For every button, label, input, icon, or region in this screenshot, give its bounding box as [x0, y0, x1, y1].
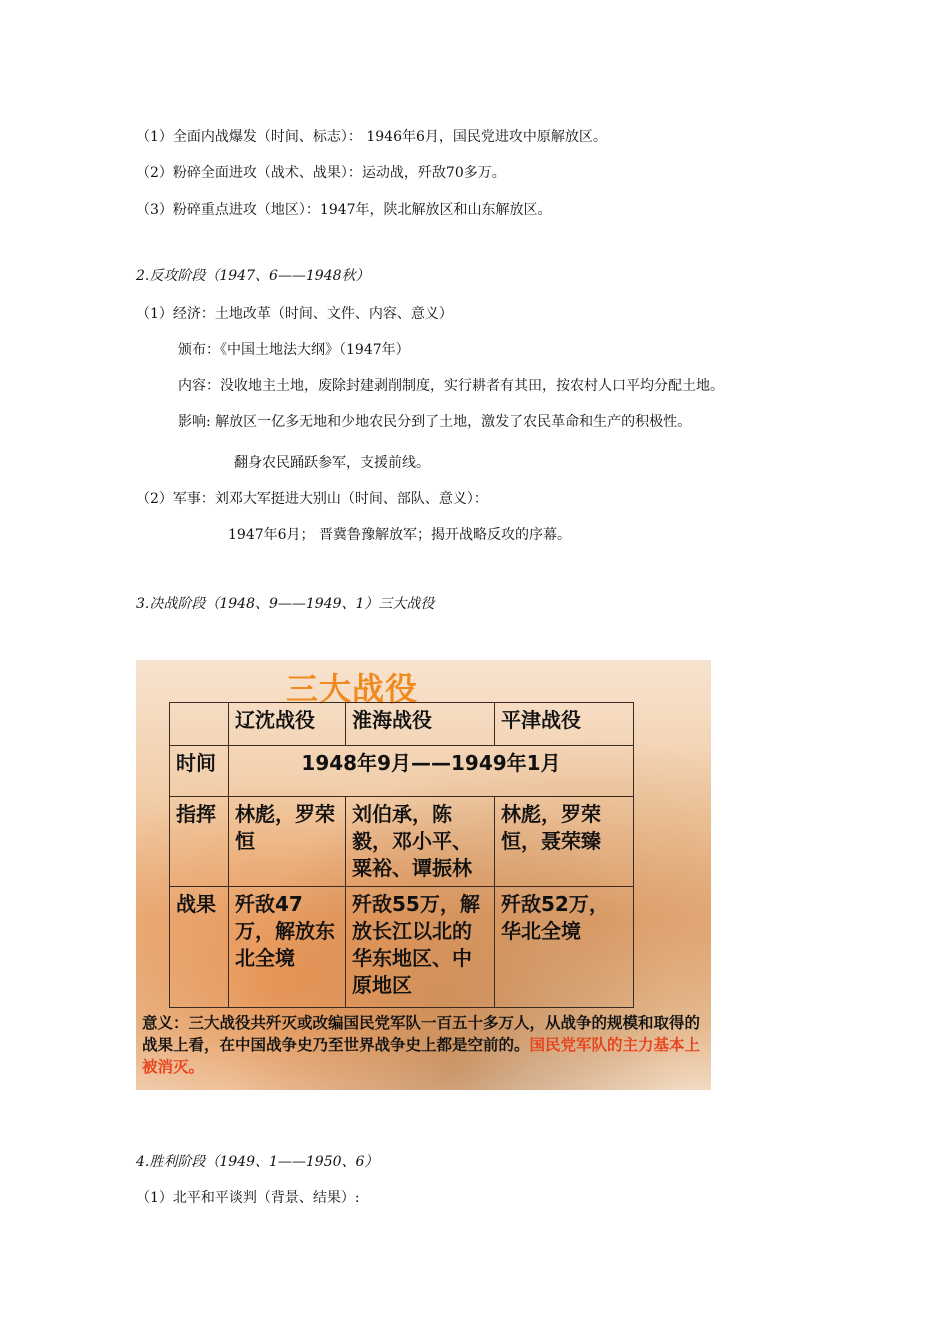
note-highlight: 国民党军队的主力基本上被消灭。: [142, 1036, 701, 1076]
text-line: 影响: 解放区一亿多无地和少地农民分到了土地，激发了农民革命和生产的积极性。: [178, 414, 692, 430]
table-cell: [170, 703, 229, 746]
section-heading: 3.决战阶段（1948、9——1949、1）三大战役: [136, 596, 435, 612]
table-cell: 歼敌47万，解放东北全境: [229, 887, 346, 1008]
text-line: （1）北平和平谈判（背景、结果）:: [136, 1190, 360, 1206]
row-label: 指挥: [170, 797, 229, 887]
row-label: 时间: [170, 746, 229, 797]
text-line: （1）经济：土地改革（时间、文件、内容、意义）: [136, 306, 453, 322]
text-line: 翻身农民踊跃参军，支援前线。: [234, 455, 430, 471]
table-cell: 歼敌55万，解放长江以北的华东地区、中原地区: [346, 887, 495, 1008]
table-row: [170, 703, 634, 746]
table-cell: 林彪，罗荣恒: [229, 797, 346, 887]
significance-note: [142, 1012, 707, 1078]
table-cell: 林彪，罗荣恒，聂荣臻: [495, 797, 634, 887]
table-cell: 1948年9月——1949年1月: [229, 746, 634, 797]
table-header-cell: 平津战役: [495, 703, 634, 746]
note-text: 意义：三大战役共歼灭或改编国民党军队一百五十多万人，从战争的规模和取得的战果上看，在中国战争史乃至世界战争史上都是空前的。: [142, 1014, 701, 1054]
text-line: （2）粉碎全面进攻（战术、战果）：运动战，歼敌70多万。: [136, 165, 506, 181]
table-row: [170, 746, 634, 797]
slide-title: 三大战役: [286, 670, 419, 708]
row-label: 战果: [170, 887, 229, 1008]
table-cell: 歼敌52万，华北全境: [495, 887, 634, 1008]
table-header-cell: 辽沈战役: [229, 703, 346, 746]
text-line: （3）粉碎重点进攻（地区）：1947年，陕北解放区和山东解放区。: [136, 202, 552, 218]
text-line: 1947年6月； 晋冀鲁豫解放军；揭开战略反攻的序幕。: [228, 527, 571, 543]
table-row: [170, 797, 634, 887]
text-line: 内容：没收地主土地，废除封建剥削制度，实行耕者有其田，按农村人口平均分配土地。: [178, 378, 724, 394]
text-line: （2）军事：刘邓大军挺进大别山（时间、部队、意义）：: [136, 491, 488, 507]
three-battles-slide-image: [136, 660, 711, 1090]
text-line: （1）全面内战爆发（时间、标志）： 1946年6月，国民党进攻中原解放区。: [136, 129, 607, 145]
table-cell: 刘伯承，陈毅，邓小平、粟裕、谭振林: [346, 797, 495, 887]
table-header-cell: 淮海战役: [346, 703, 495, 746]
section-heading: 4.胜利阶段（1949、1——1950、6）: [136, 1154, 379, 1170]
section-heading: 2.反攻阶段（1947、6——1948秋）: [136, 268, 370, 284]
table-row: [170, 887, 634, 1008]
text-line: 颁布：《中国土地法大纲》（1947年）: [178, 342, 410, 358]
battles-table: [169, 702, 634, 1008]
